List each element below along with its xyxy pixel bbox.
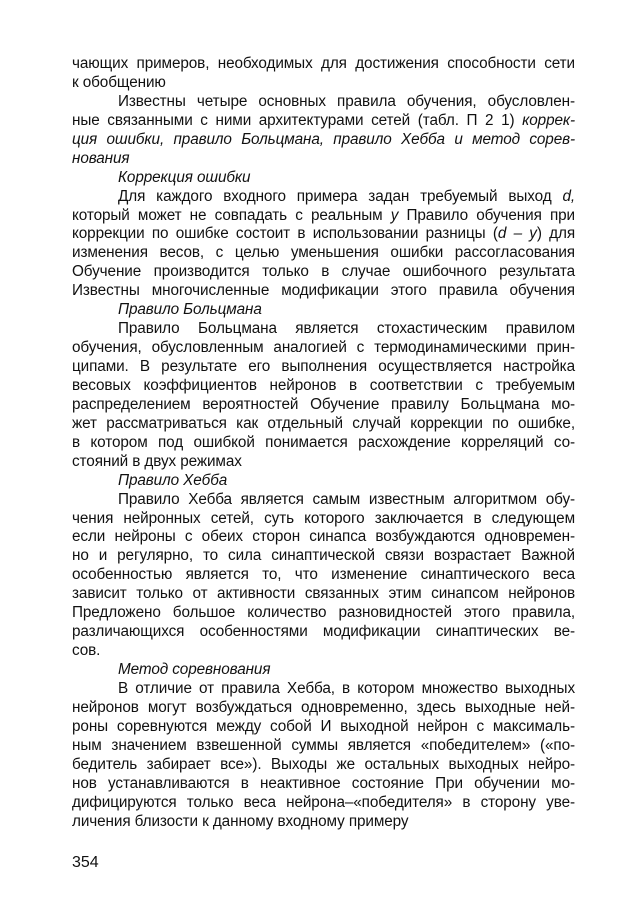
text-line: жет рассматриваться как отдельный случай коррекции по ошибке, [72, 414, 575, 432]
text-line [72, 112, 575, 131]
text-line: в котором под ошибкой понимается расхождение корреляций со- [72, 433, 575, 451]
text-line: бедитель забирает все»). Выходы же остальных выходных нейро- [72, 755, 575, 773]
text-line [72, 207, 575, 226]
text-line-segment: который может не совпадать с реальным [72, 206, 391, 224]
text-line [72, 188, 575, 207]
text-line: изменения весов, с целью уменьшения ошибки рассогласования [72, 244, 575, 262]
text-line: Правило Хебба является самым известным алгоритмом обу- [118, 490, 575, 508]
text-line: распределением вероятностей Обучение правилу Больцмана мо- [72, 395, 575, 413]
text-line-segment: ) для [536, 225, 575, 243]
text-line: Правило Больцмана является стохастическим правилом [118, 320, 575, 338]
text-line: различающихся особенностями модификации синаптических ве- [72, 623, 575, 641]
text-line-segment: Для каждого входного примера задан требуемый выход [118, 187, 563, 205]
text-line: особенностью является то, что изменение синаптического веса [72, 566, 575, 584]
text-line: роны соревнуются между собой И выходной нейрон с максималь- [72, 717, 575, 735]
text-line: но и регулярно, то сила синаптической связи возрастает Важной [72, 547, 575, 565]
page-body-text [72, 55, 575, 831]
text-line: нейронов могут возбуждаться одновременно, здесь выходные ней- [72, 698, 575, 716]
text-line-segment: d, [562, 187, 575, 205]
text-line-segment: коррекции по ошибке состоит в использовании разницы ( [72, 225, 498, 243]
text-line: дифицируются только веса нейрона–«победителя» в сторону уве- [72, 793, 575, 811]
text-line [72, 225, 575, 244]
text-line: стояний в двух режимах [72, 452, 242, 470]
text-line-segment: ные связанными с ними архитектурами сетей (табл. П 2 1) [72, 111, 523, 129]
text-line: чения нейронных сетей, суть которого заключается в следующем [72, 509, 575, 527]
text-line: обучения, обусловленным аналогией с термодинамическими прин- [72, 339, 575, 357]
text-line: Коррекция ошибки [118, 168, 251, 186]
text-line: Метод соревнования [118, 661, 271, 678]
page-number: 354 [72, 854, 99, 871]
text-line: весовых коэффициентов нейронов в соответствии с требуемым [72, 376, 575, 394]
text-line: к обобщению [72, 73, 166, 91]
text-line: В отличие от правила Хебба, в котором множество выходных [118, 679, 575, 697]
text-line: чающих примеров, необходимых для достижения способности сети [72, 55, 575, 72]
text-line: если нейроны с обеих сторон синапса возбуждаются одновремен- [72, 528, 575, 546]
text-line: нования [72, 149, 130, 167]
text-line-segment: коррек- [522, 111, 575, 129]
text-line: Правило Больцмана [118, 301, 262, 319]
text-line-segment: d – y [497, 225, 537, 243]
text-line: нов устанавливаются в неактивное состояние При обучении мо- [72, 774, 575, 792]
text-line: сов. [72, 642, 101, 660]
text-line: Известны многочисленные модификации этого правила обучения [72, 282, 575, 300]
text-line: Правило Хебба [118, 471, 228, 489]
text-line-segment: y [390, 206, 399, 224]
text-line: Предложено большое количество разновидностей этого правила, [72, 604, 575, 622]
text-line: зависит только от активности связанных этим синапсом нейронов [72, 585, 575, 603]
text-line: личения близости к данному входному примеру [72, 812, 409, 830]
text-line: ция ошибки, правило Больцмана, правило Хебба и метод сорев- [72, 130, 575, 148]
text-line-segment: Правило обучения при [398, 206, 576, 224]
text-line: ципами. В результате его выполнения осуществляется настройка [72, 358, 575, 375]
text-line: Обучение производится только в случае ошибочного результата [72, 263, 575, 281]
text-line: ным значением взвешенной суммы является «победителем» («по- [72, 736, 575, 754]
text-line: Известны четыре основных правила обучения, обусловлен- [118, 92, 575, 110]
